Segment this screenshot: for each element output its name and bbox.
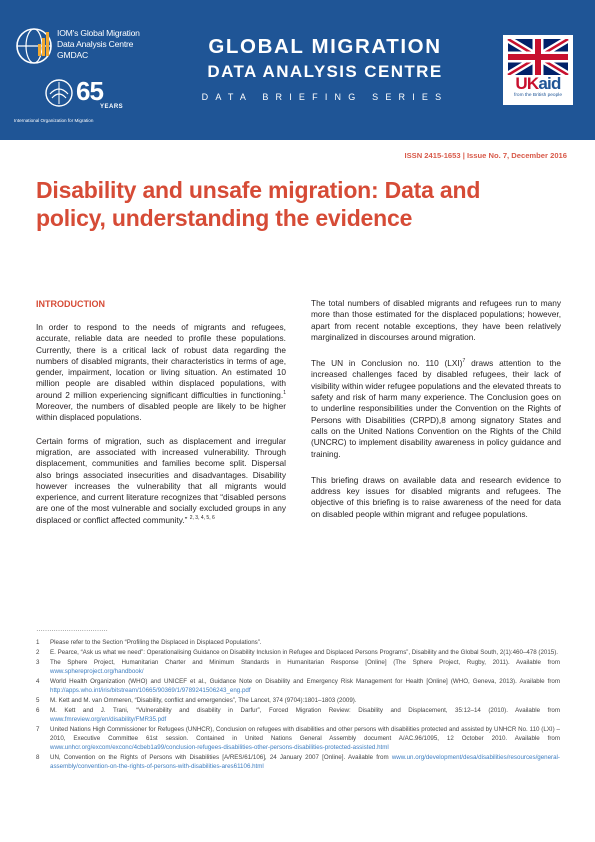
ukaid-wordmark — [507, 75, 569, 93]
paragraph-text-tail: Moreover, the numbers of disabled people are likely to be higher within displaced populations. — [36, 401, 286, 423]
footnote-link[interactable]: www.unhcr.org/excom/exconc/4cbeb1a99/conclusion-refugees-disabilities-other-persons-disabilities-protected-assisted.html — [50, 744, 389, 751]
footnote-number: 8 — [36, 754, 40, 761]
ukaid-tagline: from the British people — [514, 93, 562, 98]
paragraph — [311, 358, 561, 460]
footnote — [36, 638, 560, 647]
right-column — [311, 298, 561, 531]
gmdac-name — [57, 28, 140, 61]
footnote-number: 5 — [36, 697, 40, 704]
footnote-text: M. Kett and M. van Ommeren, “Disability, conflict and emergencies”, The Lancet, 374 (9704):1801–1803 (2009). — [50, 697, 357, 704]
footnote-separator: …………………………… — [36, 626, 108, 633]
paragraph — [36, 322, 286, 424]
footnote-text: The Sphere Project, Humanitarian Charter and Minimum Standards in Humanitarian Response [Online] (The Sphere Project, Rugby, 2011). Available from — [50, 659, 560, 666]
footnote-number: 3 — [36, 659, 40, 666]
issn-issue-line: ISSN 2415-1653 | Issue No. 7, December 2016 — [404, 151, 567, 160]
footnote — [36, 706, 560, 724]
footnote — [36, 658, 560, 676]
iom-anniversary-number: 65 — [76, 76, 103, 106]
gmdac-logo — [14, 26, 164, 72]
footnote-ref: 7 — [462, 358, 466, 365]
footnote — [36, 725, 560, 752]
footnote — [36, 677, 560, 695]
footnote-link[interactable]: www.sphereproject.org/handbook/ — [50, 668, 144, 675]
series-title — [170, 34, 480, 106]
iom-years-label: YEARS — [100, 104, 124, 110]
paragraph-text: The total numbers of disabled migrants and refugees run to many more than those estimated for the displaced populations; however, apart from recent notable exceptions, they have been relatively marginalized in discourses around migration. — [311, 298, 561, 342]
footnote-text: United Nations High Commissioner for Refugees (UNHCR), Conclusion on refugees with disabilities and other persons with disabilities protected and assisted by UNHCR No. 110 (LXI) – 2010, Executive Committee 61st session. Contained in United Nations General Assembly document A/AC.96/1095, 12 October 2010. Available from — [50, 726, 560, 742]
gmdac-line-3: GMDAC — [57, 50, 88, 60]
paragraph — [311, 475, 561, 520]
footnote-link[interactable]: www.fmreview.org/en/disability/FMR35.pdf — [50, 716, 167, 723]
gmdac-line-1: IOM's Global Migration — [57, 28, 140, 38]
footnote-number: 7 — [36, 726, 40, 733]
footnote-link[interactable]: http://apps.who.int/iris/bitstream/10665/90369/1/9789241506243_eng.pdf — [50, 687, 251, 694]
iom-caption: International Organization for Migration — [14, 118, 94, 123]
left-column — [36, 298, 286, 537]
footnote-text: M. Kett and J. Trani, “Vulnerability and disability in Darfur”, Forced Migration Review: Disability and Displacement, 35:12–14 (2010). Available from — [50, 707, 560, 714]
ukaid-logo — [503, 35, 573, 105]
paragraph — [311, 298, 561, 343]
footnote — [36, 753, 560, 771]
header-band — [0, 0, 595, 140]
series-title-line-1: GLOBAL MIGRATION — [208, 35, 442, 58]
footnote-number: 1 — [36, 639, 40, 646]
footnote-number: 6 — [36, 707, 40, 714]
iom-logo — [14, 78, 164, 128]
gmdac-globe-icon — [14, 26, 54, 66]
ukaid-aid: aid — [538, 74, 561, 93]
document-title: Disability and unsafe migration: Data and policy, understanding the evidence — [36, 177, 481, 231]
gmdac-line-2: Data Analysis Centre — [57, 39, 134, 49]
intro-heading: INTRODUCTION — [36, 299, 105, 309]
paragraph-text: This briefing draws on available data and research evidence to address key issues for disabled migrants and refugees. The objective of this briefing is to raise awareness of the need for data on disabled people within migrant and refugee populations. — [311, 474, 561, 519]
footnote-text: Please refer to the Section “Profiling the Displaced in Displaced Populations”. — [50, 639, 262, 646]
series-title-line-2: DATA ANALYSIS CENTRE — [207, 62, 443, 81]
union-flag-icon — [507, 39, 569, 75]
footnote-text: E. Pearce, “Ask us what we need”: Operationalising Guidance on Disability Inclusion in Refugee and Displaced Persons Programs”, Disability and the Global South, 2(1):460–478 (2015). — [50, 649, 558, 656]
footnote-text: UN, Convention on the Rights of Persons with Disabilities [A/RES/61/106], 24 January 2007 [Online]. Available from — [50, 754, 392, 761]
paragraph-text-tail: draws attention to the increased challenges faced by disabled refugees, their lack of visibility within wider refugee populations and the elevated threats to safety and risk of harm many experience. The Conclusion goes on to underline responsibilities under the Convention on the Rights of Persons with Disabilities (CRPD),8 among signatory States and calls on the United Nations Convention on the Rights of the Child (UNCRC) to implement disability awareness in policy guidance and training. — [311, 358, 562, 459]
paragraph-text: Certain forms of migration, such as displacement and irregular migration, are associated with increased vulnerability. Through displacement, communities and families become split. Dispersal also brings associated insecurities and disadvantages. Disability however increases the vulnerability that all migrants would experience, and current literature recognizes that “disabled persons are one of the most vulnerable and socially excluded groups in any displaced or conflict affected community.” — [36, 435, 286, 525]
iom-emblem-icon — [44, 78, 74, 108]
footnote-text: World Health Organization (WHO) and UNICEF et al., Guidance Note on Disability and Emergency Risk Management for Health [Online] (WHO, Geneva, 2013). Available from — [50, 678, 560, 685]
footnote-number: 2 — [36, 649, 40, 656]
footnotes — [36, 638, 560, 772]
footnote-ref: 2, 3, 4, 5, 6 — [189, 514, 215, 521]
paragraph — [36, 436, 286, 526]
paragraph-text: The UN in Conclusion no. 110 (LXI) — [311, 358, 463, 369]
footnote — [36, 648, 560, 657]
footnote-link[interactable]: www.un.org/development/desa/disabilities/resources/general-assembly/convention-on-the-rights-of-persons-with-disabilities-ares61106.html — [50, 754, 560, 770]
paragraph-text: In order to respond to the needs of migrants and refugees, accurate, reliable data are needed to profile these populations. Currently, there is a critical lack of robust data regarding the numbers of disabled migrants, their characteristics in terms of age, gender, impairment, location or living situation. An estimated 10 million people are disabled within displaced populations, with around 2 million experiencing significant difficulties in functioning. — [36, 322, 286, 400]
footnote-number: 4 — [36, 678, 40, 685]
footnote — [36, 696, 560, 705]
footnote-ref: 1 — [283, 390, 286, 397]
series-title-line-3: DATA BRIEFING SERIES — [201, 92, 449, 102]
ukaid-uk: UK — [515, 74, 539, 93]
